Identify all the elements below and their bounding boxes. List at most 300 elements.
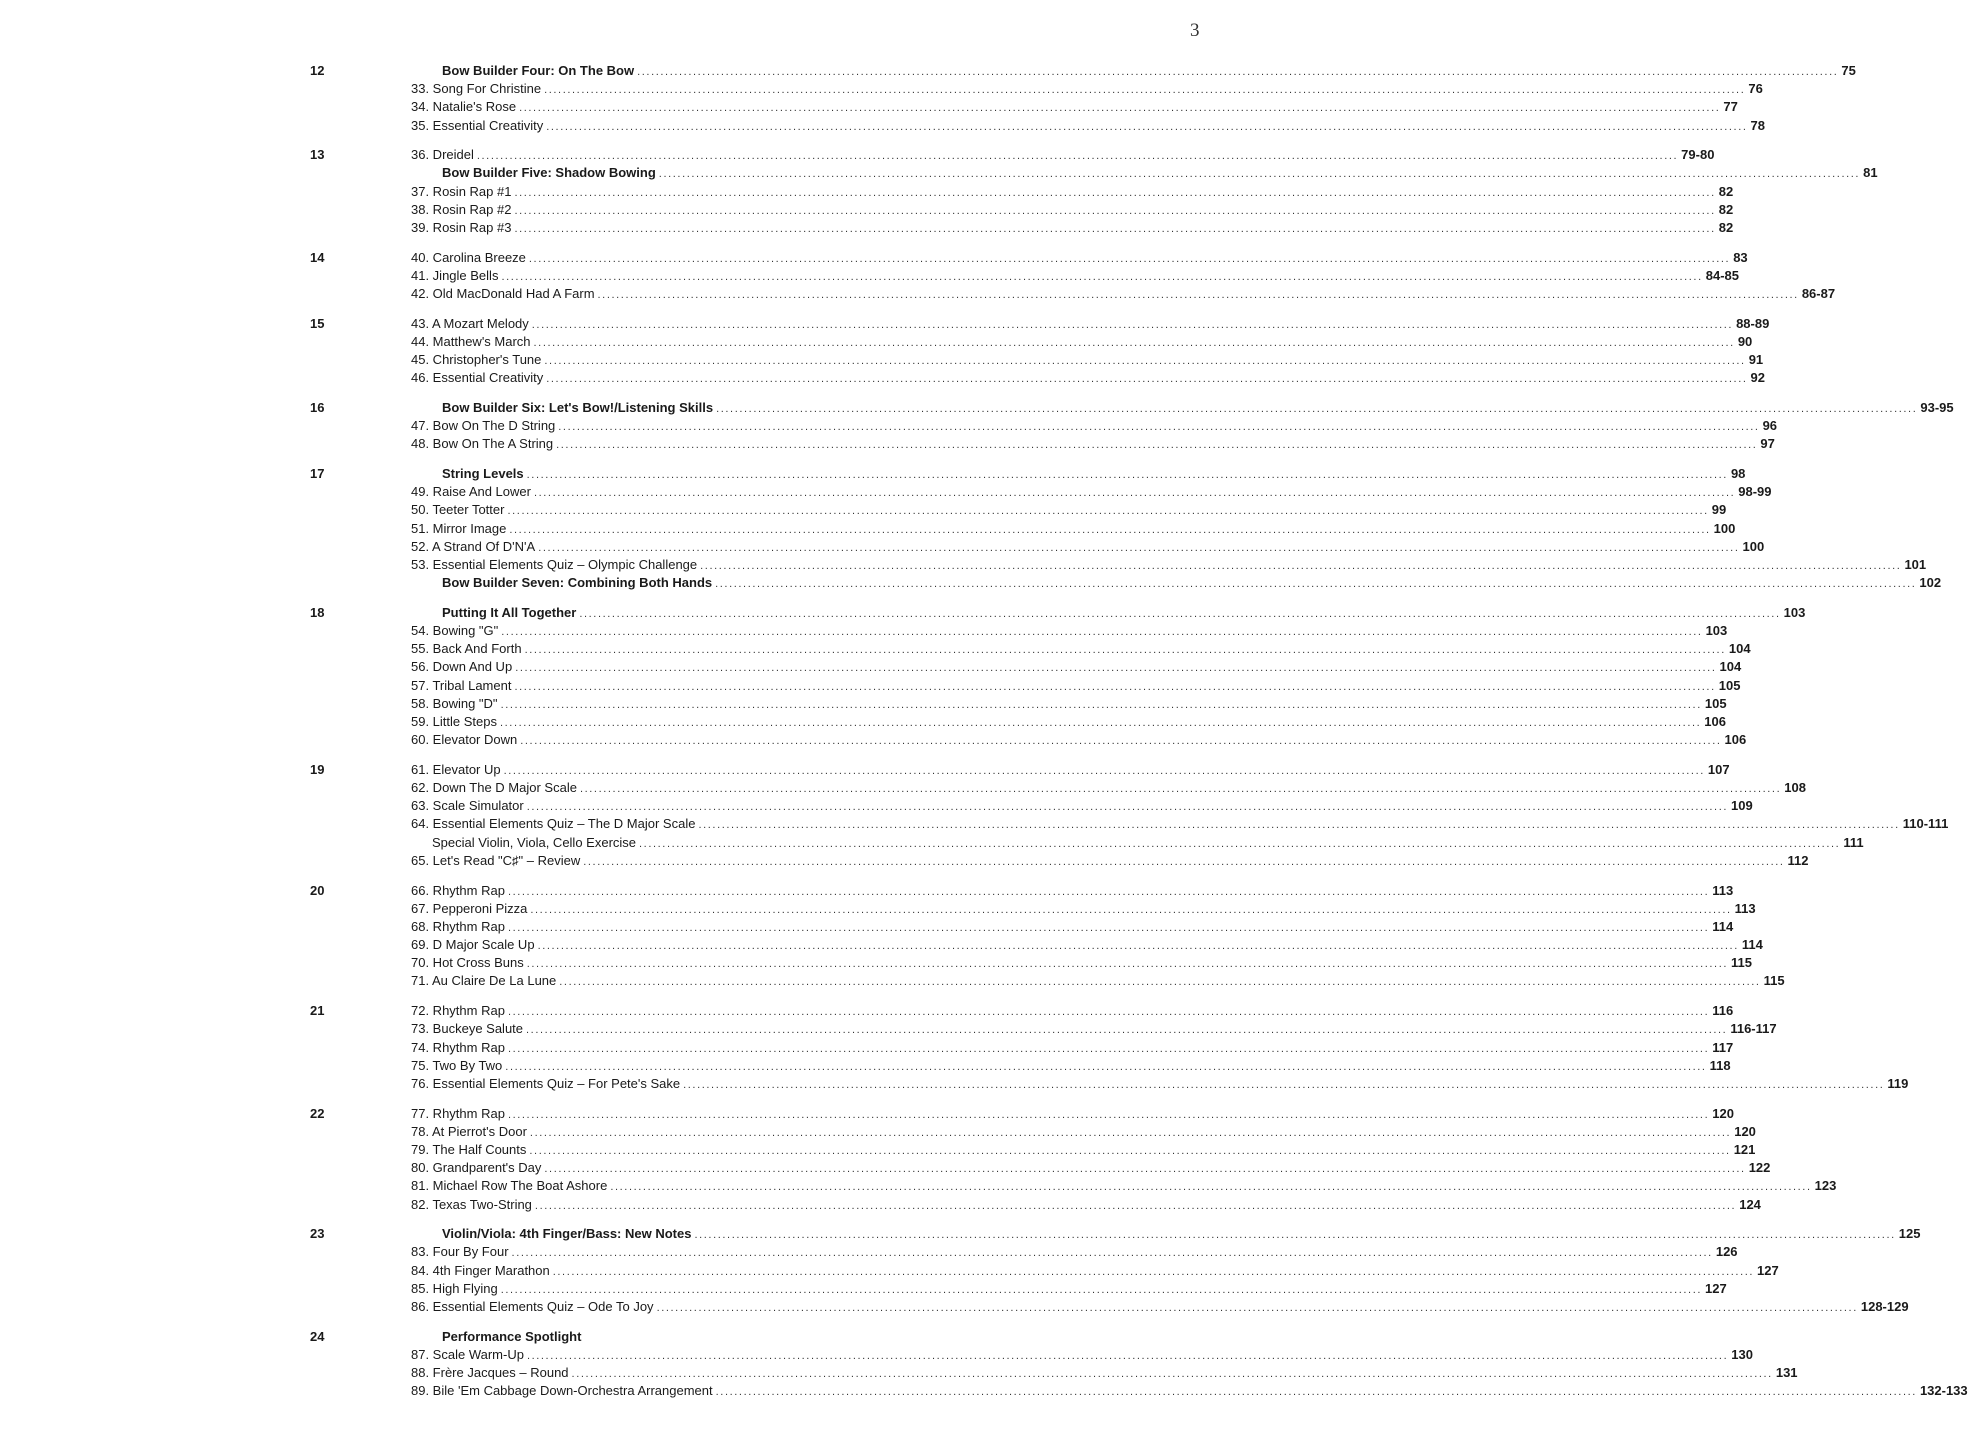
entry-title: 59. Little Steps bbox=[411, 714, 497, 729]
entry-list bbox=[411, 249, 1836, 304]
entry-page-number: 114 bbox=[1712, 918, 1734, 934]
dot-leader: .................................................................................................................................................................................................................................................................. bbox=[500, 698, 1702, 711]
dot-leader: .................................................................................................................................................................................................................................................................. bbox=[507, 921, 1710, 934]
entry-title: 84. 4th Finger Marathon bbox=[411, 1262, 550, 1278]
entry-page-number: 125 bbox=[1898, 1226, 1921, 1242]
toc-section bbox=[0, 882, 1785, 991]
section-number: 22 bbox=[310, 1105, 325, 1121]
toc-entry bbox=[411, 333, 1753, 351]
entry-title: 34. Natalie's Rose bbox=[411, 99, 517, 115]
dot-leader: .................................................................................................................................................................................................................................................................. bbox=[507, 1042, 1710, 1055]
toc-entry bbox=[411, 1280, 1727, 1298]
toc-section bbox=[0, 146, 1878, 237]
dot-leader: .................................................................................................................................................................................................................................................................. bbox=[544, 1163, 1746, 1176]
toc-entry bbox=[411, 918, 1734, 936]
section-number: 17 bbox=[310, 466, 325, 482]
entry-page-number: 98-99 bbox=[1738, 484, 1772, 500]
dot-leader: .................................................................................................................................................................................................................................................................. bbox=[514, 204, 1716, 217]
entry-title: 42. Old MacDonald Had A Farm bbox=[411, 286, 595, 302]
entry-title: 46. Essential Creativity bbox=[411, 370, 544, 386]
toc-heading-entry bbox=[411, 465, 1746, 483]
entry-page-number: 113 bbox=[1734, 900, 1756, 916]
entry-title: Performance Spotlight bbox=[442, 1328, 582, 1344]
dot-leader: .................................................................................................................................................................................................................................................................. bbox=[537, 940, 1739, 953]
toc-entry bbox=[411, 351, 1764, 369]
toc-entry bbox=[411, 797, 1753, 815]
entry-page-number: 82 bbox=[1718, 201, 1734, 217]
entry-title: 41. Jingle Bells bbox=[411, 267, 499, 283]
entry-page-number: 124 bbox=[1739, 1196, 1761, 1212]
entry-list bbox=[411, 1002, 1909, 1093]
entry-page-number: 120 bbox=[1734, 1123, 1756, 1139]
entry-page-number: 117 bbox=[1712, 1039, 1734, 1055]
entry-title: 72. Rhythm Rap bbox=[411, 1003, 505, 1019]
entry-title: 66. Rhythm Rap bbox=[411, 882, 505, 898]
entry-page-number: 120 bbox=[1712, 1105, 1734, 1121]
dot-leader: .................................................................................................................................................................................................................................................................. bbox=[637, 66, 1839, 78]
entry-title: 88. Frère Jacques – Round bbox=[411, 1365, 569, 1380]
entry-list bbox=[411, 882, 1785, 991]
section-number: 13 bbox=[310, 147, 325, 163]
toc-heading-entry bbox=[411, 1328, 1049, 1346]
entry-page-number: 104 bbox=[1728, 641, 1751, 657]
dot-leader: .................................................................................................................................................................................................................................................................. bbox=[526, 801, 1729, 814]
toc-section bbox=[0, 249, 1836, 304]
entry-title: Bow Builder Seven: Combining Both Hands bbox=[442, 575, 713, 591]
entry-title: 43. A Mozart Melody bbox=[411, 315, 529, 331]
toc-entry bbox=[411, 80, 1763, 98]
entry-page-number: 115 bbox=[1731, 955, 1752, 971]
entry-page-number: 106 bbox=[1724, 732, 1747, 748]
dot-leader: .................................................................................................................................................................................................................................................................. bbox=[507, 1108, 1710, 1121]
entry-list bbox=[411, 465, 1942, 592]
section-number: 16 bbox=[310, 400, 325, 415]
entry-title: 74. Rhythm Rap bbox=[411, 1039, 505, 1055]
entry-page-number: 127 bbox=[1705, 1280, 1727, 1296]
toc-entry bbox=[411, 731, 1747, 749]
toc-heading-entry bbox=[411, 399, 1954, 417]
entry-page-number: 90 bbox=[1737, 333, 1753, 349]
entry-title: 51. Mirror Image bbox=[411, 520, 507, 536]
dot-leader: .................................................................................................................................................................................................................................................................. bbox=[531, 318, 1734, 331]
entry-title: 48. Bow On The A String bbox=[411, 436, 554, 452]
toc-entry bbox=[411, 538, 1765, 556]
page-number: 3 bbox=[1190, 20, 1200, 41]
section-number: 12 bbox=[310, 63, 325, 78]
toc-entry bbox=[411, 1177, 1837, 1195]
entry-page-number: 114 bbox=[1741, 937, 1763, 953]
dot-leader: .................................................................................................................................................................................................................................................................. bbox=[533, 336, 1735, 349]
entry-title: 37. Rosin Rap #1 bbox=[411, 183, 512, 199]
entry-page-number: 103 bbox=[1705, 623, 1728, 639]
dot-leader: .................................................................................................................................................................................................................................................................. bbox=[534, 1199, 1737, 1212]
entry-title: 55. Back And Forth bbox=[411, 641, 522, 657]
entry-title: String Levels bbox=[442, 466, 524, 482]
section-number: 14 bbox=[310, 249, 325, 265]
entry-page-number: 105 bbox=[1718, 677, 1741, 693]
dot-leader: .................................................................................................................................................................................................................................................................. bbox=[546, 120, 1748, 133]
dot-leader: .................................................................................................................................................................................................................................................................. bbox=[579, 607, 1781, 620]
dot-leader: .................................................................................................................................................................................................................................................................. bbox=[511, 1247, 1713, 1260]
dot-leader: .................................................................................................................................................................................................................................................................. bbox=[515, 662, 1717, 675]
entry-page-number: 103 bbox=[1783, 604, 1806, 620]
entry-title: 53. Essential Elements Quiz – Olympic Challenge bbox=[411, 557, 698, 572]
dot-leader: .................................................................................................................................................................................................................................................................. bbox=[476, 150, 1679, 163]
dot-leader: .................................................................................................................................................................................................................................................................. bbox=[526, 469, 1728, 482]
entry-title: 40. Carolina Breeze bbox=[411, 249, 526, 265]
toc-heading-entry bbox=[411, 574, 1942, 592]
entry-title: 44. Matthew's March bbox=[411, 333, 531, 349]
toc-entry bbox=[411, 1039, 1734, 1057]
entry-title: 89. Bile 'Em Cabbage Down-Orchestra Arrangement bbox=[411, 1383, 713, 1399]
entry-page-number: 112 bbox=[1787, 852, 1809, 868]
entry-page-number: 91 bbox=[1748, 352, 1764, 368]
entry-title: 87. Scale Warm-Up bbox=[411, 1346, 524, 1362]
entry-title: 76. Essential Elements Quiz – For Pete's Sake bbox=[411, 1075, 681, 1091]
entry-page-number: 132-133 bbox=[1919, 1383, 1968, 1399]
dot-leader: .................................................................................................................................................................................................................................................................. bbox=[514, 223, 1716, 235]
dot-leader: .................................................................................................................................................................................................................................................................. bbox=[528, 252, 1731, 265]
toc-entry bbox=[411, 1159, 1771, 1177]
entry-list bbox=[411, 1328, 1968, 1401]
entry-title: Bow Builder Five: Shadow Bowing bbox=[442, 165, 656, 181]
entry-page-number: 123 bbox=[1814, 1178, 1837, 1194]
dot-leader: .................................................................................................................................................................................................................................................................. bbox=[546, 373, 1748, 386]
toc-entry bbox=[411, 267, 1739, 285]
dot-leader: .................................................................................................................................................................................................................................................................. bbox=[559, 976, 1761, 989]
entry-page-number: 75 bbox=[1841, 63, 1856, 78]
dot-leader: .................................................................................................................................................................................................................................................................. bbox=[700, 560, 1902, 572]
dot-leader: .................................................................................................................................................................................................................................................................. bbox=[715, 1386, 1917, 1399]
entry-page-number: 88-89 bbox=[1736, 315, 1770, 331]
entry-page-number: 77 bbox=[1723, 99, 1738, 115]
entry-title: 75. Two By Two bbox=[411, 1057, 503, 1073]
entry-page-number: 130 bbox=[1731, 1346, 1753, 1362]
dot-leader: .................................................................................................................................................................................................................................................................. bbox=[503, 764, 1705, 777]
toc-entry bbox=[411, 1075, 1909, 1093]
entry-title: 60. Elevator Down bbox=[411, 732, 518, 748]
entry-page-number: 119 bbox=[1887, 1075, 1909, 1091]
entry-page-number: 126 bbox=[1715, 1244, 1738, 1260]
entry-page-number: 82 bbox=[1718, 183, 1734, 199]
toc-entry bbox=[411, 713, 1726, 731]
dot-leader: .................................................................................................................................................................................................................................................................. bbox=[500, 1283, 1703, 1296]
entry-page-number: 92 bbox=[1750, 370, 1765, 386]
entry-title: 85. High Flying bbox=[411, 1280, 498, 1296]
entry-page-number: 115 bbox=[1763, 973, 1785, 989]
entry-list bbox=[411, 146, 1878, 237]
entry-title: 69. D Major Scale Up bbox=[411, 937, 535, 953]
entry-title: 82. Texas Two-String bbox=[411, 1196, 532, 1212]
entry-page-number: 97 bbox=[1760, 436, 1775, 452]
entry-title: 67. Pepperoni Pizza bbox=[411, 900, 528, 916]
entry-page-number: 109 bbox=[1731, 798, 1753, 814]
toc-entry bbox=[411, 183, 1734, 201]
toc-heading-entry bbox=[411, 164, 1878, 182]
toc-entry bbox=[411, 249, 1748, 267]
entry-title: 49. Raise And Lower bbox=[411, 484, 531, 500]
entry-title: 57. Tribal Lament bbox=[411, 677, 512, 693]
entry-title: 71. Au Claire De La Lune bbox=[411, 973, 557, 989]
toc-entry bbox=[411, 622, 1728, 640]
entry-page-number: 131 bbox=[1775, 1365, 1798, 1380]
toc-entry bbox=[411, 779, 1806, 797]
toc-entry bbox=[411, 1243, 1738, 1261]
toc-entry bbox=[411, 640, 1751, 658]
toc-entry bbox=[411, 520, 1736, 538]
entry-title: 45. Christopher's Tune bbox=[411, 352, 542, 368]
entry-page-number: 99 bbox=[1711, 502, 1727, 518]
dot-leader: .................................................................................................................................................................................................................................................................. bbox=[524, 644, 1726, 657]
dot-leader: .................................................................................................................................................................................................................................................................. bbox=[556, 439, 1758, 452]
toc-entry bbox=[411, 1196, 1761, 1214]
dot-leader: .................................................................................................................................................................................................................................................................. bbox=[716, 403, 1918, 415]
dot-leader: .................................................................................................................................................................................................................................................................. bbox=[507, 885, 1710, 898]
dot-leader: .................................................................................................................................................................................................................................................................. bbox=[500, 717, 1702, 729]
dot-leader: .................................................................................................................................................................................................................................................................. bbox=[514, 186, 1716, 199]
entry-title: 38. Rosin Rap #2 bbox=[411, 201, 512, 217]
toc-entry bbox=[411, 98, 1738, 116]
entry-page-number: 100 bbox=[1742, 538, 1765, 554]
toc-section bbox=[0, 1225, 1921, 1316]
dot-leader: .................................................................................................................................................................................................................................................................. bbox=[544, 84, 1746, 97]
entry-page-number: 106 bbox=[1704, 714, 1726, 729]
section-number: 20 bbox=[310, 882, 325, 898]
toc-entry bbox=[411, 882, 1734, 900]
dot-leader: .................................................................................................................................................................................................................................................................. bbox=[505, 1060, 1707, 1073]
toc-entry bbox=[411, 315, 1770, 333]
entry-page-number: 81 bbox=[1863, 165, 1878, 181]
entry-title: 79. The Half Counts bbox=[411, 1141, 527, 1157]
toc-entry bbox=[411, 117, 1765, 135]
entry-page-number: 116 bbox=[1712, 1003, 1734, 1019]
entry-page-number: 78 bbox=[1750, 117, 1765, 133]
entry-list bbox=[411, 315, 1770, 388]
entry-title: 58. Bowing "D" bbox=[411, 695, 498, 711]
entry-title: 50. Teeter Totter bbox=[411, 502, 505, 518]
dot-leader: .................................................................................................................................................................................................................................................................. bbox=[526, 1024, 1728, 1037]
entry-list bbox=[411, 604, 1806, 750]
entry-list bbox=[411, 1105, 1837, 1214]
entry-title: 73. Buckeye Salute bbox=[411, 1021, 524, 1037]
entry-list bbox=[411, 1225, 1921, 1316]
dot-leader: .................................................................................................................................................................................................................................................................. bbox=[552, 1265, 1755, 1278]
toc-entry bbox=[411, 1262, 1779, 1280]
toc-entry bbox=[411, 1346, 1753, 1364]
dot-leader: .................................................................................................................................................................................................................................................................. bbox=[583, 855, 1785, 868]
dot-leader: .................................................................................................................................................................................................................................................................. bbox=[571, 1368, 1773, 1380]
dot-leader: .................................................................................................................................................................................................................................................................. bbox=[715, 578, 1917, 591]
entry-page-number: 105 bbox=[1704, 695, 1727, 711]
entry-title: 62. Down The D Major Scale bbox=[411, 780, 577, 796]
entry-title: 86. Essential Elements Quiz – Ode To Joy bbox=[411, 1298, 654, 1314]
toc-entry bbox=[411, 954, 1752, 972]
entry-title: 81. Michael Row The Boat Ashore bbox=[411, 1178, 608, 1194]
toc-entry bbox=[411, 834, 1864, 852]
toc-entry bbox=[411, 1057, 1731, 1075]
toc-entry bbox=[411, 1020, 1777, 1038]
toc-heading-entry bbox=[411, 604, 1806, 622]
entry-list bbox=[411, 62, 1856, 135]
dot-leader: .................................................................................................................................................................................................................................................................. bbox=[658, 168, 1861, 181]
toc-section bbox=[0, 62, 1856, 135]
entry-page-number: 84-85 bbox=[1705, 267, 1739, 283]
entry-title: 83. Four By Four bbox=[411, 1244, 509, 1260]
dot-leader: .................................................................................................................................................................................................................................................................. bbox=[509, 523, 1711, 536]
toc-entry bbox=[411, 1002, 1734, 1020]
toc-entry bbox=[411, 852, 1809, 870]
dot-leader: .................................................................................................................................................................................................................................................................. bbox=[558, 421, 1760, 434]
toc-entry bbox=[411, 658, 1742, 676]
entry-page-number: 128-129 bbox=[1860, 1298, 1909, 1314]
dot-leader: .................................................................................................................................................................................................................................................................. bbox=[597, 289, 1799, 302]
toc-section bbox=[0, 1328, 1968, 1401]
entry-page-number: 116-117 bbox=[1730, 1021, 1777, 1037]
entry-page-number: 118 bbox=[1709, 1057, 1731, 1073]
toc-entry bbox=[411, 417, 1778, 435]
entry-title: 64. Essential Elements Quiz – The D Major Scale bbox=[411, 816, 696, 832]
toc-section bbox=[0, 761, 1949, 870]
dot-leader: .................................................................................................................................................................................................................................................................. bbox=[501, 626, 1703, 639]
entry-page-number: 111 bbox=[1843, 834, 1864, 850]
toc-entry bbox=[411, 1141, 1756, 1159]
entry-title: 70. Hot Cross Buns bbox=[411, 955, 524, 971]
entry-title: 33. Song For Christine bbox=[411, 81, 542, 97]
dot-leader: .................................................................................................................................................................................................................................................................. bbox=[530, 903, 1732, 916]
entry-page-number: 100 bbox=[1713, 520, 1736, 536]
entry-page-number: 96 bbox=[1762, 418, 1778, 434]
dot-leader: .................................................................................................................................................................................................................................................................. bbox=[529, 1144, 1731, 1157]
toc-entry bbox=[411, 1298, 1909, 1316]
entry-title: 54. Bowing "G" bbox=[411, 623, 499, 639]
toc-section bbox=[0, 315, 1770, 388]
toc-heading-entry bbox=[411, 1225, 1921, 1243]
toc-entry bbox=[411, 695, 1727, 713]
entry-page-number: 93-95 bbox=[1920, 400, 1954, 415]
dot-leader: .................................................................................................................................................................................................................................................................. bbox=[520, 735, 1722, 748]
dot-leader: .................................................................................................................................................................................................................................................................. bbox=[519, 102, 1721, 115]
entry-title: 47. Bow On The D String bbox=[411, 418, 556, 434]
toc-entry bbox=[411, 1382, 1968, 1400]
toc-entry bbox=[411, 972, 1785, 990]
entry-title: Bow Builder Four: On The Bow bbox=[442, 63, 635, 78]
toc-entry bbox=[411, 435, 1775, 453]
dot-leader: .................................................................................................................................................................................................................................................................. bbox=[533, 487, 1736, 500]
entry-page-number: 107 bbox=[1707, 761, 1730, 777]
dot-leader: .................................................................................................................................................................................................................................................................. bbox=[526, 958, 1729, 971]
dot-leader: .................................................................................................................................................................................................................................................................. bbox=[610, 1181, 1812, 1194]
dot-leader: .................................................................................................................................................................................................................................................................. bbox=[579, 783, 1782, 796]
toc-entry bbox=[411, 483, 1772, 501]
toc-section bbox=[0, 1002, 1909, 1093]
entry-list bbox=[411, 399, 1954, 454]
entry-title: 39. Rosin Rap #3 bbox=[411, 220, 512, 235]
section-number: 18 bbox=[310, 604, 325, 620]
entry-page-number: 122 bbox=[1748, 1160, 1771, 1176]
toc-section bbox=[0, 1105, 1837, 1214]
entry-title: Bow Builder Six: Let's Bow!/Listening Skills bbox=[442, 400, 714, 415]
section-number: 23 bbox=[310, 1226, 325, 1242]
entry-page-number: 108 bbox=[1784, 780, 1806, 796]
toc-entry bbox=[411, 936, 1763, 954]
entry-title: 36. Dreidel bbox=[411, 147, 474, 163]
dot-leader: .................................................................................................................................................................................................................................................................. bbox=[694, 1229, 1896, 1242]
toc-entry bbox=[411, 501, 1727, 519]
entry-page-number: 76 bbox=[1748, 81, 1763, 97]
entry-title: 77. Rhythm Rap bbox=[411, 1105, 505, 1121]
toc-entry bbox=[411, 1105, 1734, 1123]
toc-entry bbox=[411, 556, 1927, 574]
toc-entry bbox=[411, 677, 1741, 695]
toc-section bbox=[0, 465, 1942, 592]
entry-title: 78. At Pierrot's Door bbox=[411, 1123, 527, 1139]
toc-section bbox=[0, 604, 1806, 750]
toc-entry bbox=[411, 815, 1949, 833]
entry-title: 56. Down And Up bbox=[411, 659, 513, 675]
entry-page-number: 86-87 bbox=[1801, 286, 1836, 302]
entry-title: 63. Scale Simulator bbox=[411, 798, 524, 814]
dot-leader: .................................................................................................................................................................................................................................................................. bbox=[514, 680, 1716, 693]
dot-leader: .................................................................................................................................................................................................................................................................. bbox=[639, 837, 1841, 850]
dot-leader: .................................................................................................................................................................................................................................................................. bbox=[507, 505, 1709, 518]
toc-section bbox=[0, 399, 1954, 454]
toc-entry bbox=[411, 900, 1756, 918]
section-number: 15 bbox=[310, 315, 325, 331]
dot-leader: .................................................................................................................................................................................................................................................................. bbox=[698, 819, 1900, 832]
entry-title: 35. Essential Creativity bbox=[411, 117, 544, 133]
section-number: 21 bbox=[310, 1003, 325, 1019]
entry-page-number: 98 bbox=[1730, 466, 1746, 482]
entry-title: Putting It All Together bbox=[442, 604, 577, 620]
toc-entry bbox=[411, 1364, 1798, 1382]
toc-entry bbox=[411, 369, 1765, 387]
toc-entry bbox=[411, 219, 1734, 237]
dot-leader: .................................................................................................................................................................................................................................................................. bbox=[683, 1078, 1885, 1091]
entry-page-number: 83 bbox=[1733, 249, 1748, 265]
toc-entry bbox=[411, 285, 1836, 303]
dot-leader: .................................................................................................................................................................................................................................................................. bbox=[526, 1349, 1729, 1362]
entry-title: 68. Rhythm Rap bbox=[411, 918, 505, 934]
dot-leader: .................................................................................................................................................................................................................................................................. bbox=[544, 355, 1746, 368]
entry-title: Special Violin, Viola, Cello Exercise bbox=[432, 834, 637, 850]
section-number: 24 bbox=[310, 1328, 325, 1344]
entry-page-number: 110-111 bbox=[1902, 816, 1949, 832]
toc-entry bbox=[411, 1123, 1756, 1141]
entry-page-number: 102 bbox=[1919, 575, 1942, 591]
entry-page-number: 101 bbox=[1904, 557, 1927, 572]
entry-page-number: 104 bbox=[1719, 659, 1742, 675]
entry-title: 52. A Strand Of D'N'A bbox=[411, 538, 536, 554]
dot-leader: .................................................................................................................................................................................................................................................................. bbox=[538, 541, 1740, 554]
dot-leader: .................................................................................................................................................................................................................................................................. bbox=[529, 1126, 1732, 1139]
dot-leader: .................................................................................................................................................................................................................................................................. bbox=[656, 1301, 1858, 1314]
section-number: 19 bbox=[310, 761, 325, 777]
toc-entry bbox=[411, 146, 1715, 164]
entry-page-number: 121 bbox=[1733, 1141, 1756, 1157]
entry-title: 65. Let's Read "C♯" – Review bbox=[411, 852, 581, 868]
entry-page-number: 79-80 bbox=[1681, 147, 1715, 163]
entry-page-number: 113 bbox=[1712, 882, 1734, 898]
table-of-contents bbox=[0, 62, 1968, 1412]
entry-title: 61. Elevator Up bbox=[411, 761, 501, 777]
toc-entry bbox=[411, 761, 1730, 779]
dot-leader: .................................................................................................................................................................................................................................................................. bbox=[507, 1006, 1710, 1019]
toc-entry bbox=[411, 201, 1734, 219]
dot-leader: .................................................................................................................................................................................................................................................................. bbox=[501, 270, 1703, 283]
toc-heading-entry bbox=[411, 62, 1856, 80]
entry-page-number: 82 bbox=[1718, 220, 1734, 235]
entry-page-number: 127 bbox=[1757, 1262, 1779, 1278]
